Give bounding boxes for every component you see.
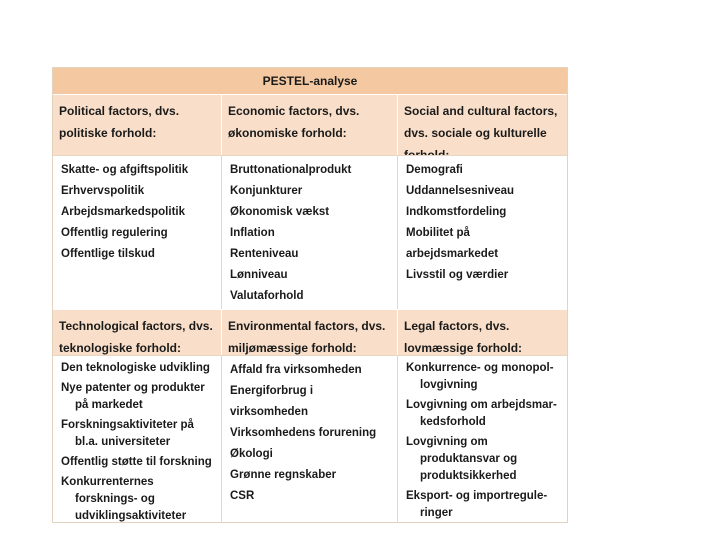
header-technological: Technological factors, dvs. teknologiske forhold: xyxy=(53,309,222,355)
list-item: Konkurrenternes forsknings- og udviklingsaktiviteter xyxy=(61,476,187,522)
header-social: Social and cultural factors, dvs. sociale og kulturelle xyxy=(398,94,567,155)
pestel-table xyxy=(52,67,568,523)
list-item: Offentlig regulering xyxy=(61,227,168,239)
list-item: Eksport- og importregule-ringer xyxy=(406,490,548,519)
list-item: Økonomisk vækst xyxy=(230,206,330,218)
list-item: Nye patenter og produkter på markedet xyxy=(61,382,205,411)
list-item: Den teknologiske udvikling xyxy=(61,362,210,374)
cell-technological xyxy=(53,355,222,522)
list-item: Konkurrence- og monopol-lovgivning xyxy=(406,362,554,391)
cell-political xyxy=(53,155,222,309)
list-item: Lovgivning om arbejdsmar-kedsforhold xyxy=(406,399,557,428)
list-item: Renteniveau xyxy=(230,248,299,260)
list-item: Forskningsaktiviteter på bl.a. universiteter xyxy=(61,419,194,448)
list-item: Grønne regnskaber xyxy=(230,469,337,481)
header-environmental: Environmental factors, dvs. miljømæssige forhold: xyxy=(222,309,398,355)
header-political: Political factors, dvs. politiske forhold: xyxy=(53,94,222,155)
list-item: Virksomhedens forurening xyxy=(230,427,377,439)
list-item: Lønniveau xyxy=(230,269,288,281)
list-item: Valutaforhold xyxy=(230,290,304,302)
header-legal: Legal factors, dvs. lovmæssige forhold: xyxy=(398,309,567,355)
list-item: Indkomstfordeling xyxy=(406,206,507,218)
pestel-grid xyxy=(53,94,567,522)
list-item: Energiforbrug i virksomheden xyxy=(230,385,314,418)
cell-legal xyxy=(398,355,567,522)
list-item: Mobilitet på arbejdsmarkedet xyxy=(406,227,499,260)
list-item: Lovgivning om produktansvar og produktsikkerhed xyxy=(406,436,518,482)
list-item: Demografi xyxy=(406,164,463,176)
list-item: Erhvervspolitik xyxy=(61,185,145,197)
list-item: Arbejdsmarkedspolitik xyxy=(61,206,185,218)
list-item: Offentlig støtte til forskning xyxy=(61,456,212,468)
list-item: Konjunkturer xyxy=(230,185,303,197)
list-item: Offentlige tilskud xyxy=(61,248,155,260)
header-economic: Economic factors, dvs. økonomiske forhold: xyxy=(222,94,398,155)
cell-social xyxy=(398,155,567,309)
list-item: Inflation xyxy=(230,227,275,239)
list-item: Økologi xyxy=(230,448,273,460)
list-item: Livsstil og værdier xyxy=(406,269,509,281)
table-title: PESTEL-analyse xyxy=(53,68,567,94)
list-item: Uddannelsesniveau xyxy=(406,185,515,197)
list-item: CSR xyxy=(230,490,255,502)
cell-environmental xyxy=(222,355,398,522)
list-item: Affald fra virksomheden xyxy=(230,364,362,376)
cell-economic xyxy=(222,155,398,309)
list-item: Bruttonationalprodukt xyxy=(230,164,352,176)
list-item: Skatte- og afgiftspolitik xyxy=(61,164,189,176)
